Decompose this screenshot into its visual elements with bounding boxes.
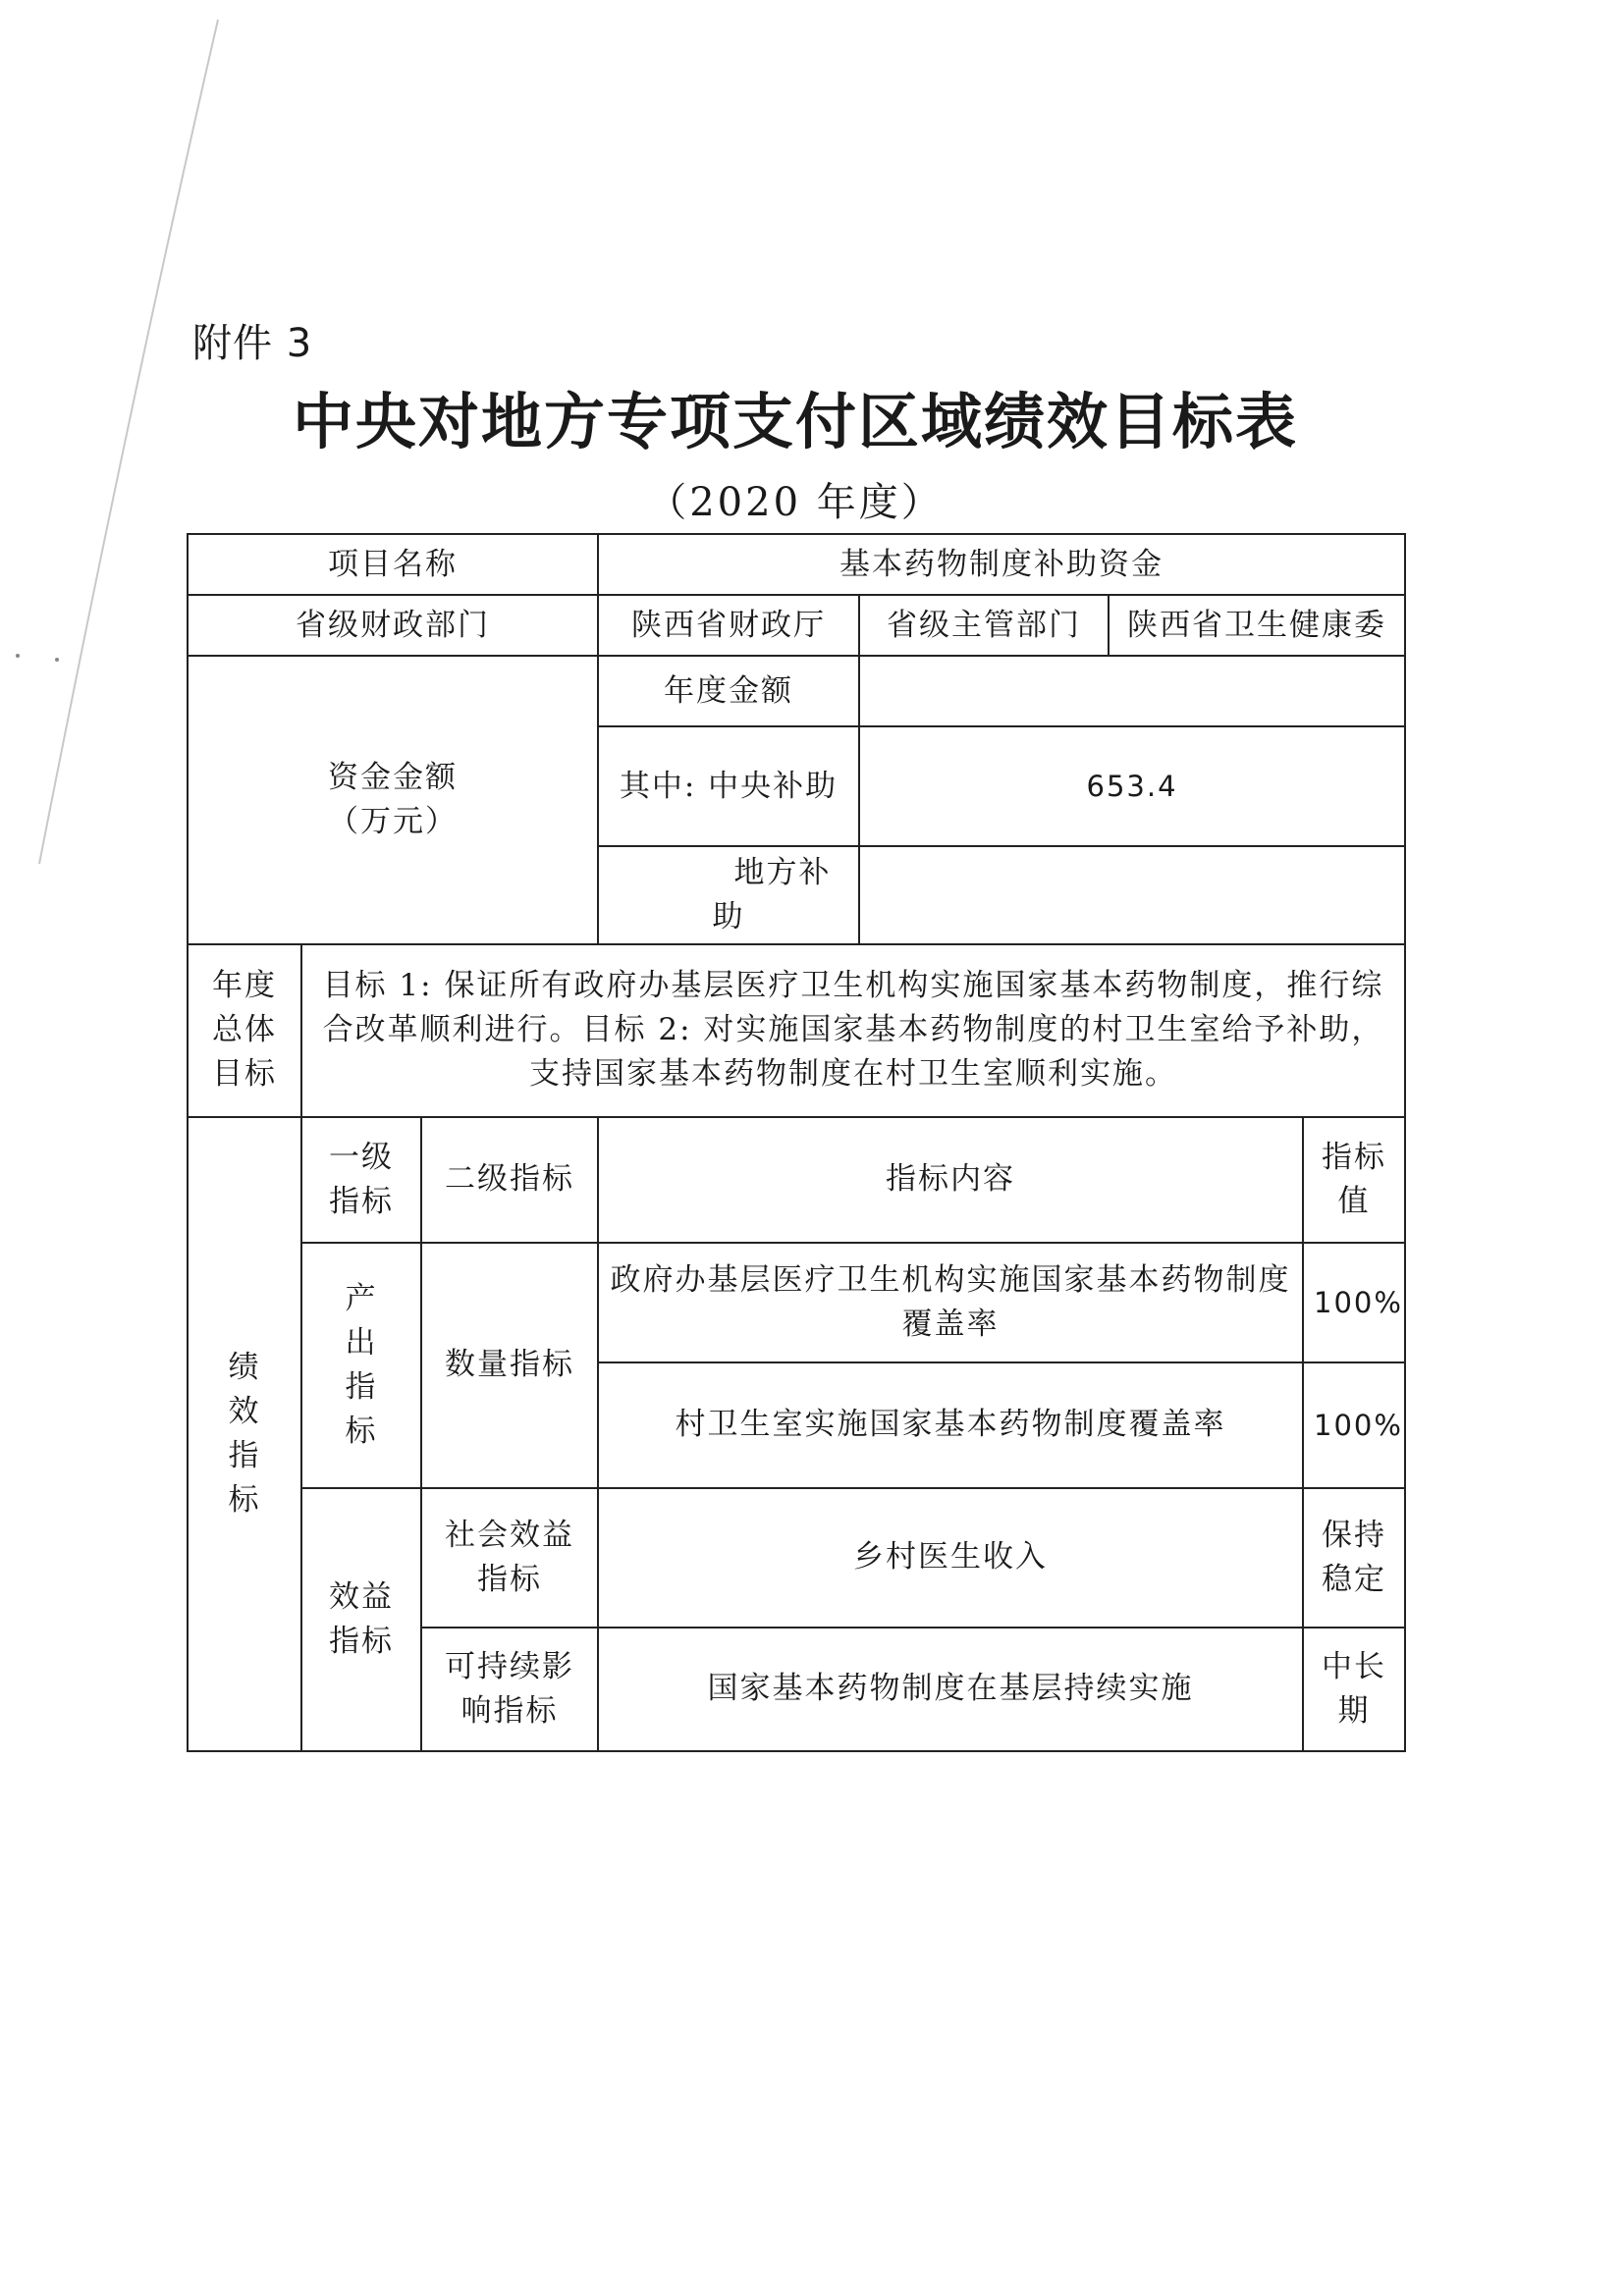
row2-value: 100% <box>1303 1362 1405 1488</box>
sustainability-label <box>421 1628 598 1751</box>
row3-content: 乡村医生收入 <box>598 1488 1303 1628</box>
row-overall-goal <box>188 944 1405 1117</box>
page-subtitle: （2020 年度） <box>647 480 944 525</box>
overall-goal-text: 目标 1: 保证所有政府办基层医疗卫生机构实施国家基本药物制度，推行综合改革顺利进行。目标 2: 对实施国家基本药物制度的村卫生室给予补助，支持国家基本药物制度在村卫生室顺利实施。 <box>301 944 1405 1117</box>
provincial-dept-label: 省级主管部门 <box>859 595 1109 656</box>
funds-label: 资金金额 <box>328 760 458 795</box>
row-benefit-1 <box>188 1488 1405 1628</box>
provincial-finance-label: 省级财政部门 <box>188 595 598 656</box>
funds-unit: （万元） <box>328 803 458 839</box>
overall-goal-label-3: 目标 <box>212 1056 277 1093</box>
col-level1-line2: 指标 <box>329 1183 394 1219</box>
local-subsidy-value <box>859 846 1405 944</box>
row1-content: 政府办基层医疗卫生机构实施国家基本药物制度覆盖率 <box>598 1243 1303 1362</box>
row-departments <box>188 595 1405 656</box>
row3-value: 保持稳定 <box>1303 1488 1405 1628</box>
output-label-3: 指 <box>345 1368 378 1405</box>
provincial-finance-value: 陕西省财政厅 <box>598 595 859 656</box>
local-subsidy-label <box>598 846 859 944</box>
local-subsidy-label-line1: 地方补 <box>733 855 832 890</box>
central-subsidy-label: 其中: 中央补助 <box>598 726 859 846</box>
social-label-2: 指标 <box>477 1561 542 1597</box>
sustain-label-2: 响指标 <box>460 1692 559 1729</box>
quantity-indicator-label: 数量指标 <box>421 1243 598 1488</box>
social-label-1: 社会效益 <box>445 1517 574 1553</box>
row1-value: 100% <box>1303 1243 1405 1362</box>
row-annual-amount <box>188 656 1405 726</box>
provincial-dept-value: 陕西省卫生健康委 <box>1109 595 1405 656</box>
row-perf-header <box>188 1117 1405 1243</box>
col-level1-line1: 一级 <box>329 1139 394 1175</box>
performance-target-table <box>187 533 1406 1752</box>
col-level2: 二级指标 <box>421 1117 598 1243</box>
central-subsidy-value: 653.4 <box>859 726 1405 846</box>
row4-value: 中长期 <box>1303 1628 1405 1751</box>
annual-amount-value <box>859 656 1405 726</box>
perf-label-4: 标 <box>228 1481 261 1518</box>
project-name-value: 基本药物制度补助资金 <box>598 534 1405 595</box>
overall-goal-label-2: 总体 <box>212 1012 277 1048</box>
output-label-4: 标 <box>345 1413 378 1449</box>
row-output-1 <box>188 1243 1405 1362</box>
funds-label-cell <box>188 656 598 944</box>
row2-content: 村卫生室实施国家基本药物制度覆盖率 <box>598 1362 1303 1488</box>
perf-label-2: 效 <box>228 1393 261 1429</box>
perf-label-3: 指 <box>228 1437 261 1473</box>
output-label-1: 产 <box>345 1281 378 1316</box>
project-name-label: 项目名称 <box>188 534 598 595</box>
annual-amount-label: 年度金额 <box>598 656 859 726</box>
page-title: 中央对地方专项支付区域绩效目标表 <box>292 386 1298 457</box>
benefit-indicator-label <box>301 1488 421 1751</box>
row4-content: 国家基本药物制度在基层持续实施 <box>598 1628 1303 1751</box>
perf-indicator-label <box>188 1117 301 1751</box>
overall-goal-label <box>188 944 301 1117</box>
local-subsidy-label-line2: 助 <box>712 898 745 934</box>
perf-label-1: 绩 <box>228 1350 261 1385</box>
overall-goal-label-1: 年度 <box>212 968 277 1004</box>
row-project-name <box>188 534 1405 595</box>
benefit-label-2: 指标 <box>329 1623 394 1659</box>
col-level1 <box>301 1117 421 1243</box>
sustain-label-1: 可持续影 <box>445 1648 574 1684</box>
output-label-2: 出 <box>345 1324 378 1361</box>
col-value: 指标值 <box>1303 1117 1405 1243</box>
benefit-label-1: 效益 <box>329 1578 394 1615</box>
col-content: 指标内容 <box>598 1117 1303 1243</box>
social-benefit-label <box>421 1488 598 1628</box>
output-indicator-label <box>301 1243 421 1488</box>
attachment-label: 附件 3 <box>192 321 313 366</box>
